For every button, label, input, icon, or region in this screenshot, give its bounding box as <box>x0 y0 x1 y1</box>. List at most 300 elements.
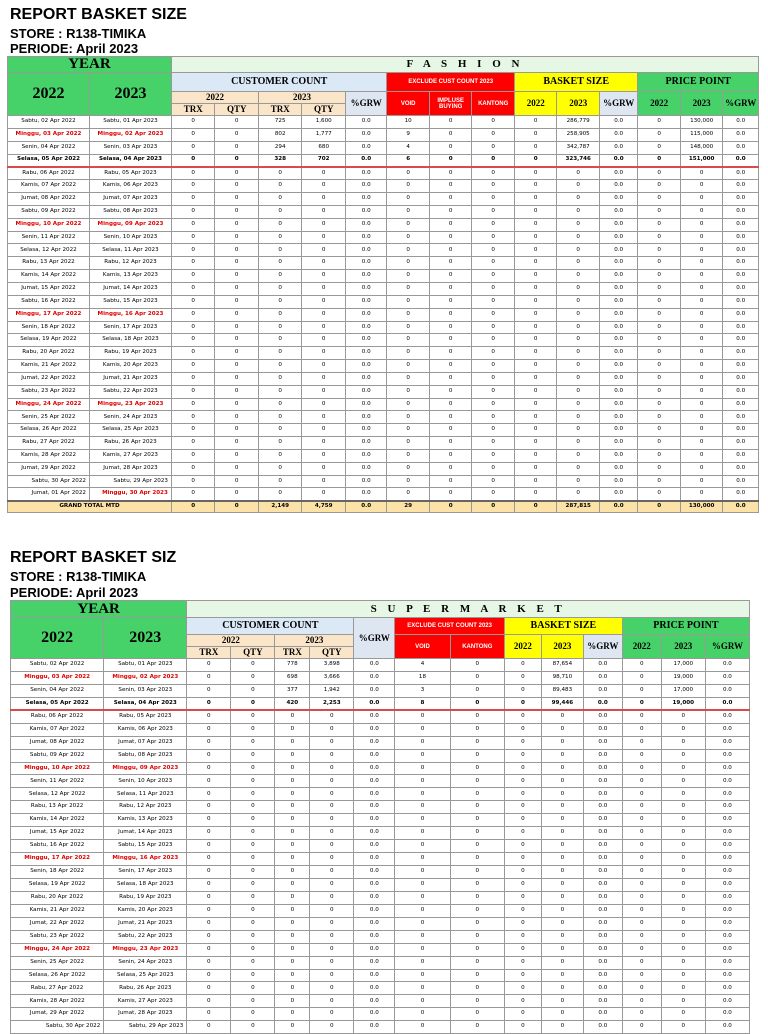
value-cell: 0 <box>661 956 705 969</box>
cc-grw-header: %GRW <box>354 618 395 659</box>
date-2022-cell: Minggu, 10 Apr 2022 <box>11 762 104 775</box>
value-cell: 0 <box>638 308 681 321</box>
value-cell: 0 <box>171 231 215 244</box>
value-cell: 0 <box>514 449 557 462</box>
pp-grw-header: %GRW <box>705 635 749 659</box>
year-2022-header: 2022 <box>8 73 90 116</box>
value-cell: 0.0 <box>599 462 637 475</box>
table-row <box>8 282 759 295</box>
date-2023-cell: Selasa, 25 Apr 2023 <box>104 969 187 982</box>
table-row <box>8 437 759 450</box>
value-cell: 0 <box>622 710 661 723</box>
value-cell: 0 <box>171 385 215 398</box>
value-cell: 0 <box>429 167 472 180</box>
value-cell: 0 <box>557 231 600 244</box>
table-row <box>11 878 750 891</box>
date-2022-cell: Sabtu, 09 Apr 2022 <box>8 205 90 218</box>
value-cell: 0 <box>622 891 661 904</box>
value-cell: 0 <box>622 723 661 736</box>
value-cell: 0 <box>231 891 275 904</box>
value-cell: 0 <box>302 282 346 295</box>
date-2022-cell: Jumat, 15 Apr 2022 <box>11 827 104 840</box>
table-row <box>8 270 759 283</box>
value-cell: 0 <box>622 671 661 684</box>
value-cell: 0 <box>661 801 705 814</box>
value-cell: 0 <box>514 270 557 283</box>
value-cell: 0 <box>557 205 600 218</box>
value-cell: 0.0 <box>723 141 759 154</box>
value-cell: 0 <box>514 218 557 231</box>
value-cell: 0 <box>302 475 346 488</box>
value-cell: 0.0 <box>705 969 749 982</box>
value-cell: 0 <box>622 866 661 879</box>
value-cell: 0 <box>429 424 472 437</box>
value-cell: 0 <box>450 995 504 1008</box>
value-cell: 0 <box>638 449 681 462</box>
pp-2022-header: 2022 <box>638 92 681 116</box>
value-cell: 0 <box>171 257 215 270</box>
table-row <box>8 167 759 180</box>
date-2023-cell: Sabtu, 01 Apr 2023 <box>104 659 187 672</box>
value-cell: 0 <box>258 244 302 257</box>
total-value-cell: 2,149 <box>258 501 302 513</box>
value-cell: 0 <box>231 917 275 930</box>
date-2022-cell: Jumat, 29 Apr 2022 <box>11 1008 104 1021</box>
value-cell: 0.0 <box>723 128 759 141</box>
value-cell: 0 <box>680 308 723 321</box>
value-cell: 3 <box>395 684 450 697</box>
value-cell: 0 <box>622 1021 661 1034</box>
value-cell: 0 <box>504 659 541 672</box>
value-cell: 0 <box>187 723 231 736</box>
date-2022-cell: Selasa, 26 Apr 2022 <box>11 969 104 982</box>
value-cell: 0 <box>387 205 430 218</box>
value-cell: 0.0 <box>705 982 749 995</box>
value-cell: 0.0 <box>599 308 637 321</box>
value-cell: 0 <box>310 710 354 723</box>
value-cell: 0 <box>472 231 515 244</box>
date-2023-cell: Rabu, 26 Apr 2023 <box>104 982 187 995</box>
value-cell: 0.0 <box>345 462 386 475</box>
value-cell: 0 <box>275 827 310 840</box>
value-cell: 0 <box>258 347 302 360</box>
date-2022-cell: Rabu, 13 Apr 2022 <box>11 801 104 814</box>
value-cell: 0.0 <box>354 736 395 749</box>
value-cell: 0.0 <box>705 814 749 827</box>
table-row <box>11 749 750 762</box>
value-cell: 0 <box>514 411 557 424</box>
value-cell: 0.0 <box>705 956 749 969</box>
value-cell: 0 <box>258 424 302 437</box>
value-cell: 0 <box>395 866 450 879</box>
value-cell: 0.0 <box>705 684 749 697</box>
value-cell: 0 <box>275 762 310 775</box>
trx-2022-header: TRX <box>187 647 231 659</box>
table-row <box>11 697 750 710</box>
value-cell: 0 <box>302 193 346 206</box>
value-cell: 0 <box>387 282 430 295</box>
value-cell: 778 <box>275 659 310 672</box>
value-cell: 0 <box>661 1021 705 1034</box>
value-cell: 0 <box>302 372 346 385</box>
value-cell: 0.0 <box>354 891 395 904</box>
date-2022-cell: Kamis, 14 Apr 2022 <box>11 814 104 827</box>
value-cell: 0 <box>429 321 472 334</box>
value-cell: 0 <box>472 295 515 308</box>
value-cell: 0 <box>680 231 723 244</box>
value-cell: 0 <box>215 398 259 411</box>
value-cell: 0 <box>514 231 557 244</box>
value-cell: 0 <box>215 449 259 462</box>
value-cell: 0 <box>310 775 354 788</box>
value-cell: 0 <box>275 904 310 917</box>
table-row <box>8 231 759 244</box>
value-cell: 0 <box>514 462 557 475</box>
date-2022-cell: Rabu, 06 Apr 2022 <box>8 167 90 180</box>
value-cell: 0.0 <box>705 788 749 801</box>
value-cell: 0.0 <box>723 193 759 206</box>
value-cell: 0 <box>310 1008 354 1021</box>
value-cell: 0 <box>395 788 450 801</box>
value-cell: 0 <box>557 372 600 385</box>
date-2022-cell: Sabtu, 16 Apr 2022 <box>8 295 90 308</box>
value-cell: 0 <box>450 866 504 879</box>
table-row <box>8 347 759 360</box>
date-2022-cell: Kamis, 14 Apr 2022 <box>8 270 90 283</box>
value-cell: 0.0 <box>354 775 395 788</box>
value-cell: 0.0 <box>705 878 749 891</box>
value-cell: 0 <box>231 982 275 995</box>
value-cell: 0 <box>638 372 681 385</box>
value-cell: 0 <box>302 411 346 424</box>
value-cell: 0 <box>231 697 275 710</box>
value-cell: 0 <box>472 398 515 411</box>
date-2023-cell: Selasa, 18 Apr 2023 <box>89 334 171 347</box>
value-cell: 0 <box>450 891 504 904</box>
value-cell: 0 <box>622 853 661 866</box>
value-cell: 0 <box>187 853 231 866</box>
value-cell: 0 <box>680 205 723 218</box>
date-2023-cell: Jumat, 21 Apr 2023 <box>104 917 187 930</box>
value-cell: 0 <box>231 930 275 943</box>
value-cell: 0 <box>302 308 346 321</box>
table-row <box>8 488 759 501</box>
date-2022-cell: Kamis, 21 Apr 2022 <box>8 360 90 373</box>
value-cell: 0 <box>541 723 583 736</box>
pp-grw-header: %GRW <box>723 92 759 116</box>
value-cell: 0 <box>171 193 215 206</box>
date-2023-cell: Selasa, 11 Apr 2023 <box>89 244 171 257</box>
value-cell: 0 <box>541 710 583 723</box>
value-cell: 0 <box>429 154 472 167</box>
value-cell: 0.0 <box>599 398 637 411</box>
value-cell: 0 <box>171 167 215 180</box>
value-cell: 0 <box>472 193 515 206</box>
value-cell: 0 <box>171 334 215 347</box>
trx-2022-header: TRX <box>171 104 215 116</box>
value-cell: 0 <box>504 878 541 891</box>
date-2022-cell: Senin, 18 Apr 2022 <box>11 866 104 879</box>
value-cell: 0 <box>231 904 275 917</box>
value-cell: 0.0 <box>599 167 637 180</box>
value-cell: 0.0 <box>723 270 759 283</box>
value-cell: 0 <box>187 982 231 995</box>
value-cell: 0 <box>215 411 259 424</box>
value-cell: 0 <box>472 385 515 398</box>
bs-2023-header: 2023 <box>557 92 600 116</box>
value-cell: 0 <box>258 270 302 283</box>
table-row <box>11 814 750 827</box>
value-cell: 0 <box>661 878 705 891</box>
value-cell: 0.0 <box>723 449 759 462</box>
value-cell: 0 <box>429 244 472 257</box>
value-cell: 0 <box>171 308 215 321</box>
store-label: STORE : R138-TIMIKA <box>10 26 147 41</box>
table-row <box>8 475 759 488</box>
value-cell: 0.0 <box>599 257 637 270</box>
value-cell: 0 <box>557 244 600 257</box>
date-2023-cell: Minggu, 02 Apr 2023 <box>89 128 171 141</box>
kantong-header: KANTONG <box>472 92 515 116</box>
value-cell: 0.0 <box>599 116 637 129</box>
value-cell: 0 <box>661 827 705 840</box>
date-2023-cell: Kamis, 06 Apr 2023 <box>89 180 171 193</box>
value-cell: 0 <box>275 1021 310 1034</box>
value-cell: 0 <box>171 411 215 424</box>
table-row <box>8 372 759 385</box>
value-cell: 0 <box>472 205 515 218</box>
value-cell: 0.0 <box>583 917 622 930</box>
value-cell: 0 <box>514 141 557 154</box>
value-cell: 0.0 <box>345 488 386 501</box>
value-cell: 0 <box>395 943 450 956</box>
date-2022-cell: Senin, 25 Apr 2022 <box>11 956 104 969</box>
value-cell: 18 <box>395 671 450 684</box>
bs-grw-header: %GRW <box>583 635 622 659</box>
value-cell: 0 <box>302 334 346 347</box>
value-cell: 0 <box>215 167 259 180</box>
value-cell: 0 <box>231 814 275 827</box>
date-2023-cell: Kamis, 13 Apr 2023 <box>89 270 171 283</box>
table-row <box>11 1021 750 1034</box>
value-cell: 0.0 <box>583 710 622 723</box>
value-cell: 0 <box>395 878 450 891</box>
value-cell: 0 <box>429 385 472 398</box>
value-cell: 0 <box>429 488 472 501</box>
date-2022-cell: Senin, 04 Apr 2022 <box>11 684 104 697</box>
value-cell: 0 <box>231 723 275 736</box>
value-cell: 0.0 <box>583 762 622 775</box>
value-cell: 0.0 <box>599 218 637 231</box>
value-cell: 0.0 <box>723 282 759 295</box>
value-cell: 0 <box>557 282 600 295</box>
supermarket-table <box>10 600 750 1034</box>
value-cell: 0.0 <box>705 1021 749 1034</box>
value-cell: 0 <box>187 917 231 930</box>
table-row <box>8 398 759 411</box>
value-cell: 0 <box>541 775 583 788</box>
value-cell: 0 <box>450 982 504 995</box>
value-cell: 0 <box>450 943 504 956</box>
value-cell: 148,000 <box>680 141 723 154</box>
value-cell: 0 <box>387 308 430 321</box>
value-cell: 0.0 <box>723 257 759 270</box>
year-header: YEAR <box>8 57 172 73</box>
value-cell: 0 <box>187 736 231 749</box>
value-cell: 0 <box>638 411 681 424</box>
value-cell: 0 <box>231 788 275 801</box>
value-cell: 0 <box>275 840 310 853</box>
value-cell: 0 <box>472 424 515 437</box>
value-cell: 0 <box>680 180 723 193</box>
value-cell: 0.0 <box>345 360 386 373</box>
value-cell: 8 <box>395 697 450 710</box>
value-cell: 0 <box>680 475 723 488</box>
basket-size-header: BASKET SIZE <box>504 618 622 635</box>
value-cell: 0.0 <box>345 449 386 462</box>
value-cell: 0 <box>638 398 681 411</box>
value-cell: 725 <box>258 116 302 129</box>
value-cell: 0.0 <box>345 308 386 321</box>
cc-2022-header: 2022 <box>171 92 258 104</box>
value-cell: 1,777 <box>302 128 346 141</box>
cc-grw-header: %GRW <box>345 92 386 116</box>
value-cell: 0 <box>541 995 583 1008</box>
value-cell: 0 <box>541 969 583 982</box>
value-cell: 0.0 <box>705 801 749 814</box>
value-cell: 0 <box>387 218 430 231</box>
table-row <box>8 295 759 308</box>
value-cell: 0 <box>622 749 661 762</box>
date-2022-cell: Minggu, 17 Apr 2022 <box>11 853 104 866</box>
value-cell: 3,666 <box>310 671 354 684</box>
value-cell: 0 <box>302 218 346 231</box>
date-2023-cell: Minggu, 09 Apr 2023 <box>89 218 171 231</box>
value-cell: 0 <box>557 437 600 450</box>
value-cell: 0 <box>275 917 310 930</box>
value-cell: 0.0 <box>599 424 637 437</box>
value-cell: 0 <box>622 982 661 995</box>
value-cell: 130,000 <box>680 116 723 129</box>
value-cell: 0 <box>514 308 557 321</box>
value-cell: 0 <box>215 270 259 283</box>
value-cell: 0 <box>215 193 259 206</box>
value-cell: 0.0 <box>705 659 749 672</box>
value-cell: 0 <box>472 449 515 462</box>
value-cell: 0 <box>557 385 600 398</box>
value-cell: 0 <box>622 775 661 788</box>
value-cell: 0 <box>387 257 430 270</box>
value-cell: 0.0 <box>345 270 386 283</box>
value-cell: 0.0 <box>354 878 395 891</box>
pp-2023-header: 2023 <box>661 635 705 659</box>
value-cell: 0 <box>638 321 681 334</box>
value-cell: 0 <box>514 347 557 360</box>
value-cell: 0.0 <box>599 205 637 218</box>
value-cell: 0.0 <box>583 723 622 736</box>
date-2022-cell: Kamis, 21 Apr 2022 <box>11 904 104 917</box>
value-cell: 0 <box>187 814 231 827</box>
value-cell: 0 <box>622 995 661 1008</box>
value-cell: 0.0 <box>599 141 637 154</box>
value-cell: 0 <box>258 449 302 462</box>
value-cell: 0 <box>302 437 346 450</box>
date-2023-cell: Rabu, 05 Apr 2023 <box>104 710 187 723</box>
table-row <box>11 917 750 930</box>
value-cell: 0 <box>171 321 215 334</box>
value-cell: 0 <box>429 218 472 231</box>
value-cell: 0.0 <box>599 449 637 462</box>
date-2022-cell: Selasa, 12 Apr 2022 <box>8 244 90 257</box>
value-cell: 0 <box>187 684 231 697</box>
value-cell: 0 <box>622 697 661 710</box>
date-2022-cell: Jumat, 22 Apr 2022 <box>11 917 104 930</box>
value-cell: 0.0 <box>354 723 395 736</box>
value-cell: 0 <box>215 475 259 488</box>
value-cell: 0 <box>450 878 504 891</box>
value-cell: 0 <box>429 231 472 244</box>
value-cell: 0 <box>387 488 430 501</box>
table-row <box>11 969 750 982</box>
value-cell: 0 <box>187 866 231 879</box>
value-cell: 0 <box>450 659 504 672</box>
impluse-buying-header: IMPLUSE BUYING <box>429 92 472 116</box>
table-row <box>11 840 750 853</box>
value-cell: 0 <box>638 424 681 437</box>
value-cell: 0.0 <box>705 710 749 723</box>
value-cell: 0 <box>472 270 515 283</box>
value-cell: 0 <box>541 788 583 801</box>
date-2023-cell: Selasa, 11 Apr 2023 <box>104 788 187 801</box>
value-cell: 0 <box>429 205 472 218</box>
value-cell: 0 <box>472 488 515 501</box>
value-cell: 0 <box>661 788 705 801</box>
date-2022-cell: Sabtu, 30 Apr 2022 <box>8 475 90 488</box>
value-cell: 0 <box>215 244 259 257</box>
value-cell: 0 <box>258 462 302 475</box>
value-cell: 0 <box>275 956 310 969</box>
date-2022-cell: Minggu, 24 Apr 2022 <box>11 943 104 956</box>
customer-count-header: CUSTOMER COUNT <box>171 73 386 92</box>
value-cell: 0 <box>450 930 504 943</box>
value-cell: 0 <box>638 385 681 398</box>
value-cell: 0.0 <box>345 193 386 206</box>
value-cell: 0.0 <box>583 775 622 788</box>
date-2022-cell: Rabu, 27 Apr 2022 <box>11 982 104 995</box>
date-2023-cell: Jumat, 07 Apr 2023 <box>104 736 187 749</box>
date-2023-cell: Sabtu, 22 Apr 2023 <box>104 930 187 943</box>
value-cell: 0 <box>514 372 557 385</box>
value-cell: 0 <box>258 193 302 206</box>
value-cell: 0 <box>472 116 515 129</box>
value-cell: 0.0 <box>583 969 622 982</box>
value-cell: 0.0 <box>345 231 386 244</box>
value-cell: 0 <box>231 866 275 879</box>
table-row <box>8 257 759 270</box>
date-2022-cell: Rabu, 27 Apr 2022 <box>8 437 90 450</box>
value-cell: 0 <box>504 671 541 684</box>
value-cell: 0 <box>504 956 541 969</box>
value-cell: 151,000 <box>680 154 723 167</box>
value-cell: 0 <box>310 969 354 982</box>
value-cell: 0 <box>622 878 661 891</box>
value-cell: 0 <box>310 995 354 1008</box>
value-cell: 0.0 <box>583 659 622 672</box>
value-cell: 0 <box>638 437 681 450</box>
value-cell: 0.0 <box>583 1008 622 1021</box>
value-cell: 0 <box>680 270 723 283</box>
value-cell: 0 <box>450 762 504 775</box>
